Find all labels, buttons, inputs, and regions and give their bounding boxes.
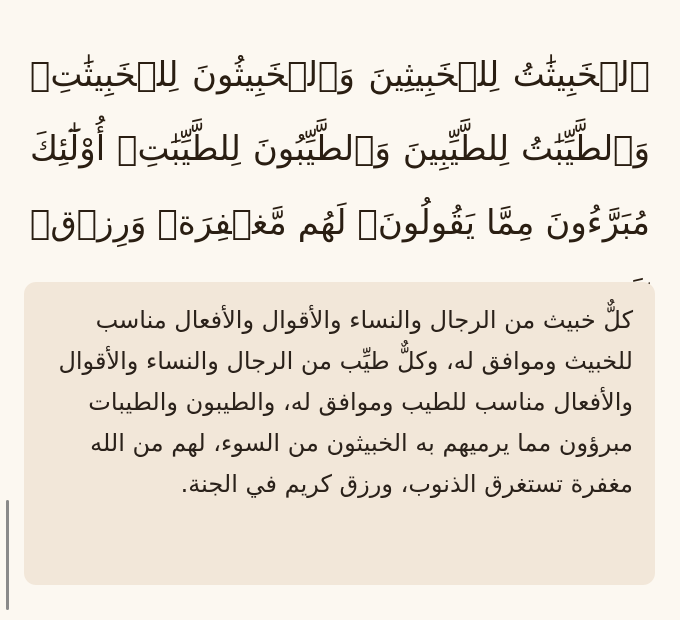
verse-text: ٱلۡخَبِيثَٰتُ لِلۡخَبِيثِينَ وَٱلۡخَبِيثُونَ لِلۡخَبِيثَٰتِۖ وَٱلطَّيِّبَٰتُ لِلطَّيِّبِينَ وَٱلطَّيِّبُونَ لِلطَّيِّبَٰتِۚ أُوْلَٰٓئِكَ مُبَرَّءُونَ مِمَّا يَقُولُونَۖ لَهُم مَّغۡفِرَةٞ وَرِزۡقٞ (30, 55, 650, 243)
tafsir-card (24, 282, 655, 585)
tafsir-text: كلٌّ خبيث من الرجال والنساء والأقوال والأفعال مناسب للخبيث وموافق له، وكلٌّ طيِّب من الرجال والنساء والأقوال والأفعال مناسب للطيب وموافق له، والطيبون والطيبات مبرؤون مما يرميهم به الخبيثون من السوء، لهم من الله مغفرة تستغرق الذنوب، ورزق كريم في الجنة. (58, 306, 633, 498)
scrollbar[interactable] (6, 500, 9, 610)
